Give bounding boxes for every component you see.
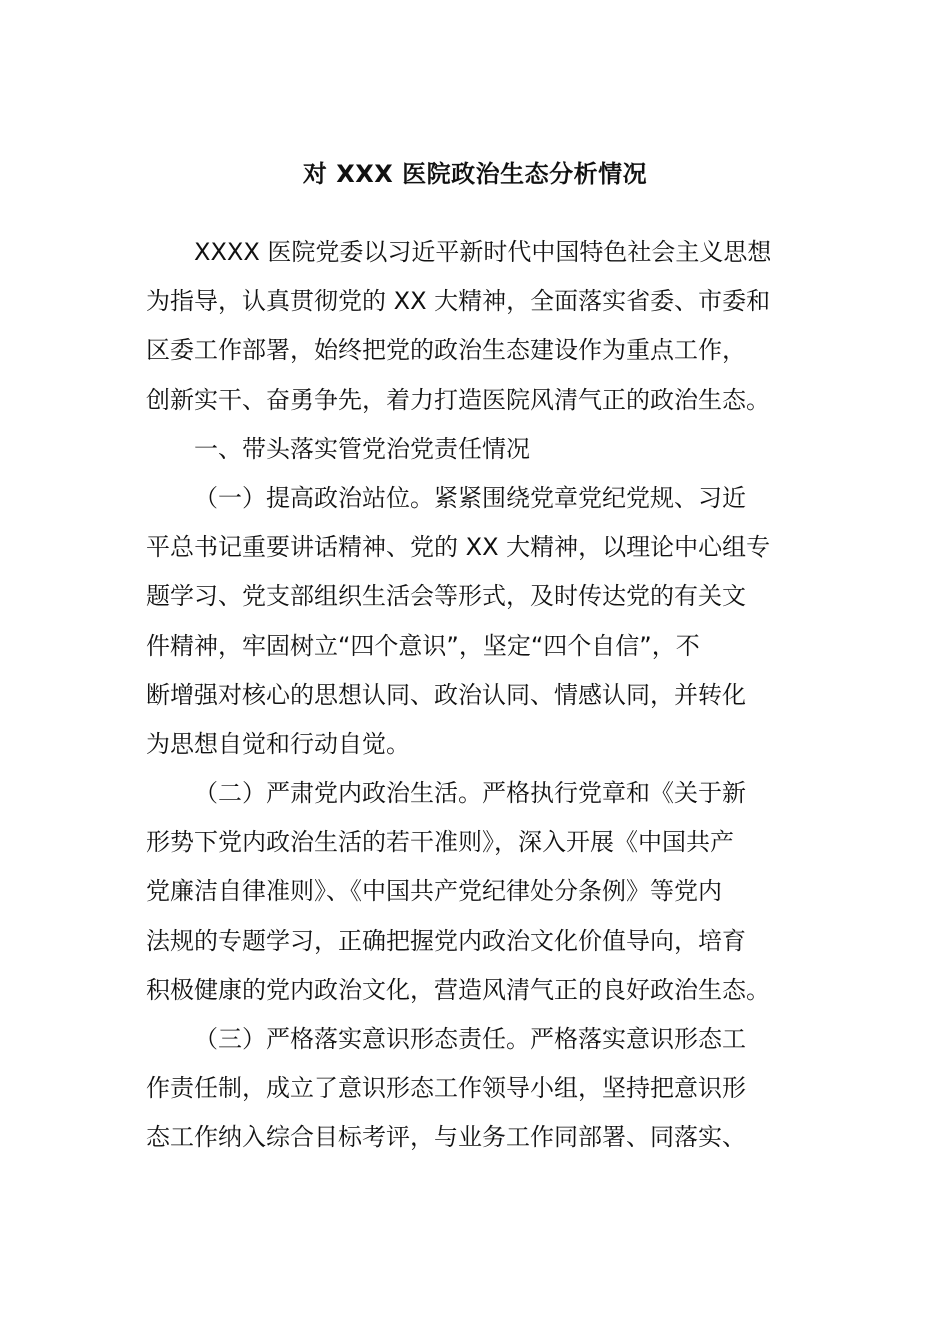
paragraph-line: 为思想自觉和行动自觉。 <box>146 729 410 758</box>
paragraph-line: XXXX 医院党委以习近平新时代中国特色社会主义思想 <box>194 238 772 266</box>
paragraph-line: 题学习、党支部组织生活会等形式，及时传达党的有关文 <box>146 582 746 611</box>
document-title: 对 XXX 医院政治生态分析情况 <box>302 160 648 188</box>
paragraph-line: 平总书记重要讲话精神、党的 XX 大精神，以理论中心组专 <box>146 533 771 562</box>
document-body <box>146 228 810 1163</box>
paragraph-line: 作责任制，成立了意识形态工作领导小组，坚持把意识形 <box>146 1074 746 1103</box>
paragraph-line: 形势下党内政治生活的若干准则》，深入开展《中国共产 <box>146 828 734 857</box>
paragraph-line: 态工作纳入综合目标考评，与业务工作同部署、同落实、 <box>146 1123 746 1152</box>
paragraph-line: （一）提高政治站位。紧紧围绕党章党纪党规、习近 <box>194 483 746 512</box>
paragraph-line: 积极健康的党内政治文化，营造风清气正的良好政治生态。 <box>146 975 770 1004</box>
paragraph-line: 区委工作部署，始终把党的政治生态建设作为重点工作， <box>146 336 746 365</box>
paragraph-line: 断增强对核心的思想认同、政治认同、情感认同，并转化 <box>146 680 746 709</box>
paragraph-line: 党廉洁自律准则》、《中国共产党纪律处分条例》等党内 <box>146 877 722 906</box>
paragraph-line: 件精神，牢固树立“四个意识”，坚定“四个自信”，不 <box>146 631 700 660</box>
paragraph-line: （二）严肃党内政治生活。严格执行党章和《关于新 <box>194 779 746 808</box>
section-heading: 一、带头落实管党治党责任情况 <box>194 434 530 463</box>
paragraph-line: 创新实干、奋勇争先，着力打造医院风清气正的政治生态。 <box>146 385 770 414</box>
paragraph-line: 为指导，认真贯彻党的 XX 大精神，全面落实省委、市委和 <box>146 287 771 316</box>
paragraph-line: （三）严格落实意识形态责任。严格落实意识形态工 <box>194 1025 746 1053</box>
paragraph-line: 法规的专题学习，正确把握党内政治文化价值导向，培育 <box>146 926 746 955</box>
